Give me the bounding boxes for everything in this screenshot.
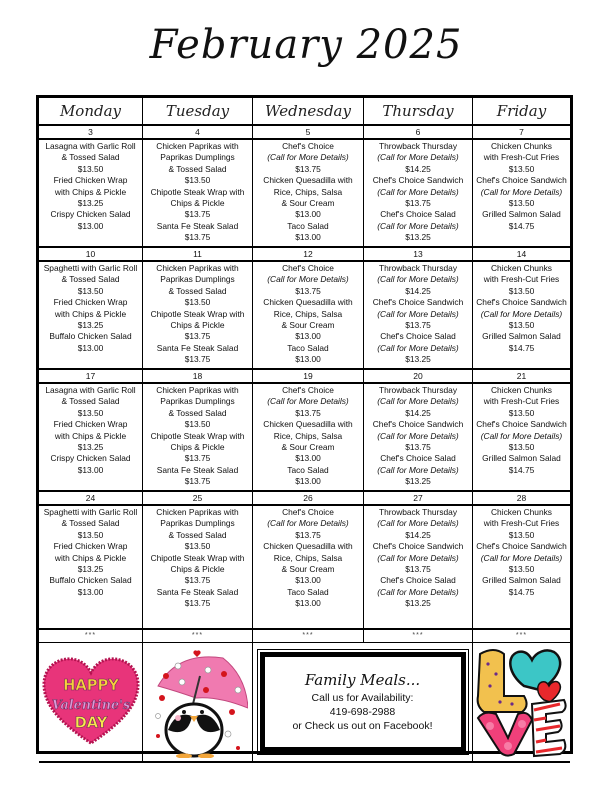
date-row — [39, 126, 570, 140]
menu-line: $13.25 — [77, 564, 104, 575]
menu-line: $14.25 — [405, 407, 431, 418]
menu-line: Santa Fe Steak Salad — [156, 220, 239, 231]
menu-line: Chef's Choice Salad — [380, 575, 456, 586]
day-menu-cell — [364, 262, 473, 368]
menu-line: $14.75 — [508, 586, 535, 597]
date-number: 21 — [516, 371, 527, 381]
menu-line: with Fresh-Cut Fries — [483, 518, 560, 529]
menu-row — [39, 384, 570, 492]
menu-line: $14.75 — [508, 464, 535, 475]
menu-line: & Sour Cream — [281, 198, 335, 209]
date-number: 13 — [364, 248, 473, 260]
menu-line: Santa Fe Steak Salad — [156, 342, 239, 353]
date-number: 11 — [143, 248, 253, 260]
menu-line: with Fresh-Cut Fries — [483, 396, 560, 407]
menu-line: Chicken Chunks — [491, 263, 552, 273]
bottom-empty-row — [39, 763, 570, 774]
svg-text:DAY: DAY — [74, 714, 107, 732]
day-menu-cell — [143, 140, 253, 246]
menu-line: $13.00 — [295, 354, 321, 365]
separator: *** — [515, 632, 528, 639]
call-for-details-note: (Call for More Details) — [377, 308, 459, 319]
menu-line: $13.50 — [508, 163, 535, 174]
menu-line: & Sour Cream — [281, 320, 335, 331]
day-menu-cell — [143, 506, 253, 628]
penguin-umbrella-cell — [143, 643, 253, 761]
menu-line: $13.00 — [295, 209, 321, 220]
menu-line: Fried Chicken Wrap — [53, 175, 128, 186]
svg-text:HAPPY: HAPPY — [62, 677, 119, 695]
menu-line: with Chips & Pickle — [54, 308, 127, 319]
date-number: 25 — [143, 492, 253, 504]
menu-line: Spaghetti with Garlic Roll — [43, 263, 138, 273]
menu-line: $13.25 — [405, 232, 431, 243]
menu-line: & Sour Cream — [281, 442, 335, 453]
menu-line: $13.75 — [184, 598, 211, 609]
menu-line: Chicken Paprikas with — [156, 141, 239, 151]
day-menu-cell — [473, 262, 570, 368]
date-number: 24 — [39, 492, 143, 504]
call-for-details-note: (Call for More Details) — [267, 396, 349, 407]
header-wednesday: Wednesday — [253, 98, 364, 124]
call-for-details-note: (Call for More Details) — [267, 518, 349, 529]
family-meals-phone: 419-698-2988 — [329, 706, 396, 718]
menu-line: Chicken Quesadilla with — [263, 541, 353, 552]
menu-line: & Tossed Salad — [61, 518, 120, 529]
menu-line: Chicken Paprikas with — [156, 507, 239, 517]
day-menu-cell — [143, 262, 253, 368]
menu-line: Grilled Salmon Salad — [482, 331, 561, 342]
date-number: 5 — [253, 126, 364, 138]
menu-line: Taco Salad — [287, 342, 329, 353]
date-number: 26 — [253, 492, 364, 504]
menu-line: $14.25 — [405, 285, 431, 296]
menu-line: $13.25 — [405, 476, 431, 487]
day-menu-cell — [39, 140, 143, 246]
separator: *** — [39, 630, 143, 642]
menu-line: $14.25 — [405, 529, 431, 540]
menu-line: $13.00 — [77, 586, 104, 597]
date-row — [39, 370, 570, 384]
weekday-header-row — [39, 98, 570, 126]
menu-line: $14.75 — [508, 342, 535, 353]
day-menu-cell — [473, 506, 570, 628]
date-number: 27 — [364, 492, 473, 504]
menu-line: Chipotle Steak Wrap with — [150, 430, 245, 441]
menu-line: $13.50 — [77, 285, 104, 296]
menu-line: Paprikas Dumplings — [160, 152, 235, 163]
menu-line: Taco Salad — [287, 464, 329, 475]
menu-line: Grilled Salmon Salad — [482, 209, 561, 220]
menu-line: Chicken Paprikas with — [156, 385, 239, 395]
menu-line: $13.75 — [184, 331, 211, 342]
menu-line: $13.25 — [405, 354, 431, 365]
menu-line: Crispy Chicken Salad — [50, 453, 131, 464]
menu-line: Chips & Pickle — [170, 320, 225, 331]
menu-line: Santa Fe Steak Salad — [156, 586, 239, 597]
day-menu-cell — [473, 384, 570, 490]
menu-line: Chicken Paprikas with — [156, 263, 239, 273]
family-meals-cell — [253, 643, 473, 761]
date-number: 12 — [253, 248, 364, 260]
menu-line: Chef's Choice Sandwich — [476, 541, 567, 552]
menu-line: Throwback Thursday — [378, 385, 458, 395]
menu-line: $13.50 — [508, 320, 535, 331]
menu-line: & Tossed Salad — [168, 529, 227, 540]
menu-line: with Chips & Pickle — [54, 552, 127, 563]
menu-line: Chef's Choice Sandwich — [372, 175, 464, 186]
menu-line: Paprikas Dumplings — [160, 518, 235, 529]
menu-line: & Tossed Salad — [61, 274, 120, 285]
day-menu-cell — [364, 506, 473, 628]
menu-line: Chef's Choice Salad — [380, 331, 456, 342]
family-meals-availability: Call us for Availability: — [311, 692, 414, 704]
menu-line: Chicken Chunks — [491, 385, 552, 395]
happy-valentines-day-heart-icon — [42, 656, 140, 748]
menu-line: Chef's Choice Sandwich — [476, 419, 567, 430]
menu-line: Taco Salad — [287, 586, 329, 597]
menu-line: $13.75 — [184, 209, 211, 220]
menu-line: $13.50 — [184, 541, 211, 552]
menu-line: Chips & Pickle — [170, 442, 225, 453]
menu-line: Chef's Choice Salad — [380, 453, 456, 464]
menu-line: Chipotle Steak Wrap with — [150, 552, 245, 563]
menu-row — [39, 140, 570, 248]
menu-line: with Fresh-Cut Fries — [483, 152, 560, 163]
penguin-umbrella-icon — [148, 646, 248, 758]
menu-line: & Tossed Salad — [61, 152, 120, 163]
menu-line: Rice, Chips, Salsa — [273, 430, 343, 441]
menu-line: $13.50 — [184, 175, 211, 186]
menu-line: Santa Fe Steak Salad — [156, 464, 239, 475]
date-number: 14 — [516, 249, 527, 259]
menu-line: Chef's Choice Sandwich — [476, 175, 567, 186]
menu-line: Chef's Choice Sandwich — [372, 297, 464, 308]
menu-line: Chicken Chunks — [491, 507, 552, 517]
menu-row — [39, 506, 570, 630]
menu-line: $13.50 — [77, 529, 104, 540]
menu-line: & Tossed Salad — [168, 285, 227, 296]
header-friday: Friday — [496, 102, 547, 120]
menu-line: $13.25 — [77, 320, 104, 331]
menu-line: $13.25 — [405, 598, 431, 609]
menu-line: Chef's Choice — [282, 385, 334, 395]
date-row — [39, 492, 570, 506]
menu-line: Chicken Quesadilla with — [263, 297, 353, 308]
menu-line: Chef's Choice Salad — [380, 209, 456, 220]
day-menu-cell — [473, 140, 570, 246]
menu-line: & Tossed Salad — [168, 163, 227, 174]
menu-line: Rice, Chips, Salsa — [273, 308, 343, 319]
menu-line: Throwback Thursday — [378, 263, 458, 273]
separator-row — [39, 630, 570, 643]
menu-line: $13.00 — [295, 232, 321, 243]
day-menu-cell — [253, 384, 364, 490]
menu-line: Grilled Salmon Salad — [482, 575, 561, 586]
menu-line: $13.50 — [184, 297, 211, 308]
menu-line: $13.75 — [184, 453, 211, 464]
menu-line: Chef's Choice — [282, 263, 334, 273]
call-for-details-note: (Call for More Details) — [377, 464, 459, 475]
header-monday: Monday — [39, 98, 143, 124]
day-menu-cell — [364, 140, 473, 246]
call-for-details-note: (Call for More Details) — [377, 518, 459, 529]
menu-line: $13.75 — [184, 232, 211, 243]
menu-line: $13.50 — [77, 163, 104, 174]
menu-line: Lasagna with Garlic Roll — [45, 141, 136, 151]
date-number: 10 — [39, 248, 143, 260]
day-menu-cell — [39, 506, 143, 628]
family-meals-title: Family Meals... — [304, 671, 421, 689]
menu-line: $13.50 — [508, 407, 535, 418]
menu-line: $13.75 — [295, 285, 321, 296]
menu-line: Chef's Choice — [282, 141, 334, 151]
family-meals-box — [260, 652, 466, 752]
date-number: 4 — [143, 126, 253, 138]
menu-line: $13.00 — [77, 464, 104, 475]
menu-line: & Tossed Salad — [61, 396, 120, 407]
menu-row — [39, 262, 570, 370]
menu-line: $13.75 — [405, 320, 431, 331]
menu-line: $13.50 — [508, 442, 535, 453]
menu-line: $13.75 — [184, 354, 211, 365]
call-for-details-note: (Call for More Details) — [377, 430, 459, 441]
calendar-grid — [36, 95, 573, 754]
menu-line: Crispy Chicken Salad — [50, 209, 131, 220]
menu-line: Paprikas Dumplings — [160, 274, 235, 285]
call-for-details-note: (Call for More Details) — [377, 342, 459, 353]
call-for-details-note: (Call for More Details) — [480, 430, 563, 441]
menu-line: Rice, Chips, Salsa — [273, 186, 343, 197]
day-menu-cell — [253, 262, 364, 368]
date-number: 3 — [39, 126, 143, 138]
weeks-container — [39, 126, 570, 630]
menu-line: Throwback Thursday — [378, 141, 458, 151]
call-for-details-note: (Call for More Details) — [480, 552, 563, 563]
date-number: 20 — [364, 370, 473, 382]
date-number: 18 — [143, 370, 253, 382]
svg-text:Valentine's: Valentine's — [51, 697, 130, 713]
menu-line: $13.50 — [508, 529, 535, 540]
menu-line: Chicken Quesadilla with — [263, 175, 353, 186]
menu-line: $13.25 — [77, 442, 104, 453]
menu-line: $13.75 — [184, 476, 211, 487]
date-number: 6 — [364, 126, 473, 138]
day-menu-cell — [253, 140, 364, 246]
menu-line: $13.50 — [508, 564, 535, 575]
menu-line: Fried Chicken Wrap — [53, 541, 128, 552]
separator: *** — [253, 630, 364, 642]
menu-line: Chipotle Steak Wrap with — [150, 308, 245, 319]
call-for-details-note: (Call for More Details) — [377, 186, 459, 197]
menu-line: Chef's Choice Sandwich — [476, 297, 567, 308]
menu-line: $13.00 — [77, 220, 104, 231]
header-tuesday: Tuesday — [143, 98, 253, 124]
menu-line: Chicken Chunks — [491, 141, 552, 151]
menu-line: $13.00 — [295, 476, 321, 487]
call-for-details-note: (Call for More Details) — [377, 396, 459, 407]
menu-line: Paprikas Dumplings — [160, 396, 235, 407]
menu-line: Buffalo Chicken Salad — [49, 575, 132, 586]
image-row — [39, 643, 570, 763]
menu-line: $13.25 — [77, 198, 104, 209]
call-for-details-note: (Call for More Details) — [377, 552, 459, 563]
menu-line: $13.50 — [508, 198, 535, 209]
call-for-details-note: (Call for More Details) — [377, 274, 459, 285]
menu-line: $13.75 — [295, 529, 321, 540]
menu-line: Grilled Salmon Salad — [482, 453, 561, 464]
call-for-details-note: (Call for More Details) — [377, 220, 459, 231]
call-for-details-note: (Call for More Details) — [267, 274, 349, 285]
menu-line: Chips & Pickle — [170, 564, 225, 575]
menu-line: with Chips & Pickle — [54, 186, 127, 197]
day-menu-cell — [143, 384, 253, 490]
date-row — [39, 248, 570, 262]
separator: *** — [364, 630, 473, 642]
menu-line: $13.50 — [184, 419, 211, 430]
menu-line: & Sour Cream — [281, 564, 335, 575]
call-for-details-note: (Call for More Details) — [480, 308, 563, 319]
menu-line: Taco Salad — [287, 220, 329, 231]
date-number: 28 — [516, 493, 527, 503]
menu-line: Lasagna with Garlic Roll — [45, 385, 136, 395]
date-number: 19 — [253, 370, 364, 382]
date-number: 17 — [39, 370, 143, 382]
page-title: February 2025 — [149, 22, 463, 68]
menu-line: Chips & Pickle — [170, 198, 225, 209]
menu-line: $13.75 — [405, 198, 431, 209]
menu-line: Chef's Choice Sandwich — [372, 419, 464, 430]
header-thursday: Thursday — [364, 98, 473, 124]
call-for-details-note: (Call for More Details) — [480, 186, 563, 197]
menu-line: $13.50 — [77, 407, 104, 418]
menu-line: $13.00 — [295, 575, 321, 586]
menu-line: $13.75 — [184, 575, 211, 586]
valentine-heart-cell — [39, 643, 143, 761]
menu-line: $13.75 — [405, 564, 431, 575]
day-menu-cell — [39, 384, 143, 490]
menu-line: Throwback Thursday — [378, 507, 458, 517]
menu-line: Spaghetti with Garlic Roll — [43, 507, 138, 517]
love-cell — [473, 643, 570, 761]
love-letters-icon — [474, 646, 570, 758]
separator: *** — [143, 630, 253, 642]
menu-line: $13.00 — [295, 331, 321, 342]
menu-line: $14.25 — [405, 163, 431, 174]
menu-line: $14.75 — [508, 220, 535, 231]
menu-line: $13.00 — [295, 598, 321, 609]
day-menu-cell — [39, 262, 143, 368]
menu-line: Chicken Quesadilla with — [263, 419, 353, 430]
menu-line: $13.75 — [295, 407, 321, 418]
day-menu-cell — [253, 506, 364, 628]
call-for-details-note: (Call for More Details) — [377, 152, 459, 163]
menu-line: with Fresh-Cut Fries — [483, 274, 560, 285]
call-for-details-note: (Call for More Details) — [377, 586, 459, 597]
date-number: 7 — [519, 127, 524, 137]
menu-line: $13.00 — [295, 453, 321, 464]
menu-line: Fried Chicken Wrap — [53, 297, 128, 308]
menu-line: $13.00 — [77, 342, 104, 353]
menu-line: Rice, Chips, Salsa — [273, 552, 343, 563]
menu-line: Chef's Choice Sandwich — [372, 541, 464, 552]
menu-line: $13.75 — [405, 442, 431, 453]
menu-line: Fried Chicken Wrap — [53, 419, 128, 430]
day-menu-cell — [364, 384, 473, 490]
menu-line: Chipotle Steak Wrap with — [150, 186, 245, 197]
menu-line: $13.75 — [295, 163, 321, 174]
menu-line: Buffalo Chicken Salad — [49, 331, 132, 342]
menu-line: & Tossed Salad — [168, 407, 227, 418]
family-meals-facebook: or Check us out on Facebook! — [292, 720, 433, 732]
menu-line: with Chips & Pickle — [54, 430, 127, 441]
call-for-details-note: (Call for More Details) — [267, 152, 349, 163]
menu-line: $13.50 — [508, 285, 535, 296]
menu-line: Chef's Choice — [282, 507, 334, 517]
